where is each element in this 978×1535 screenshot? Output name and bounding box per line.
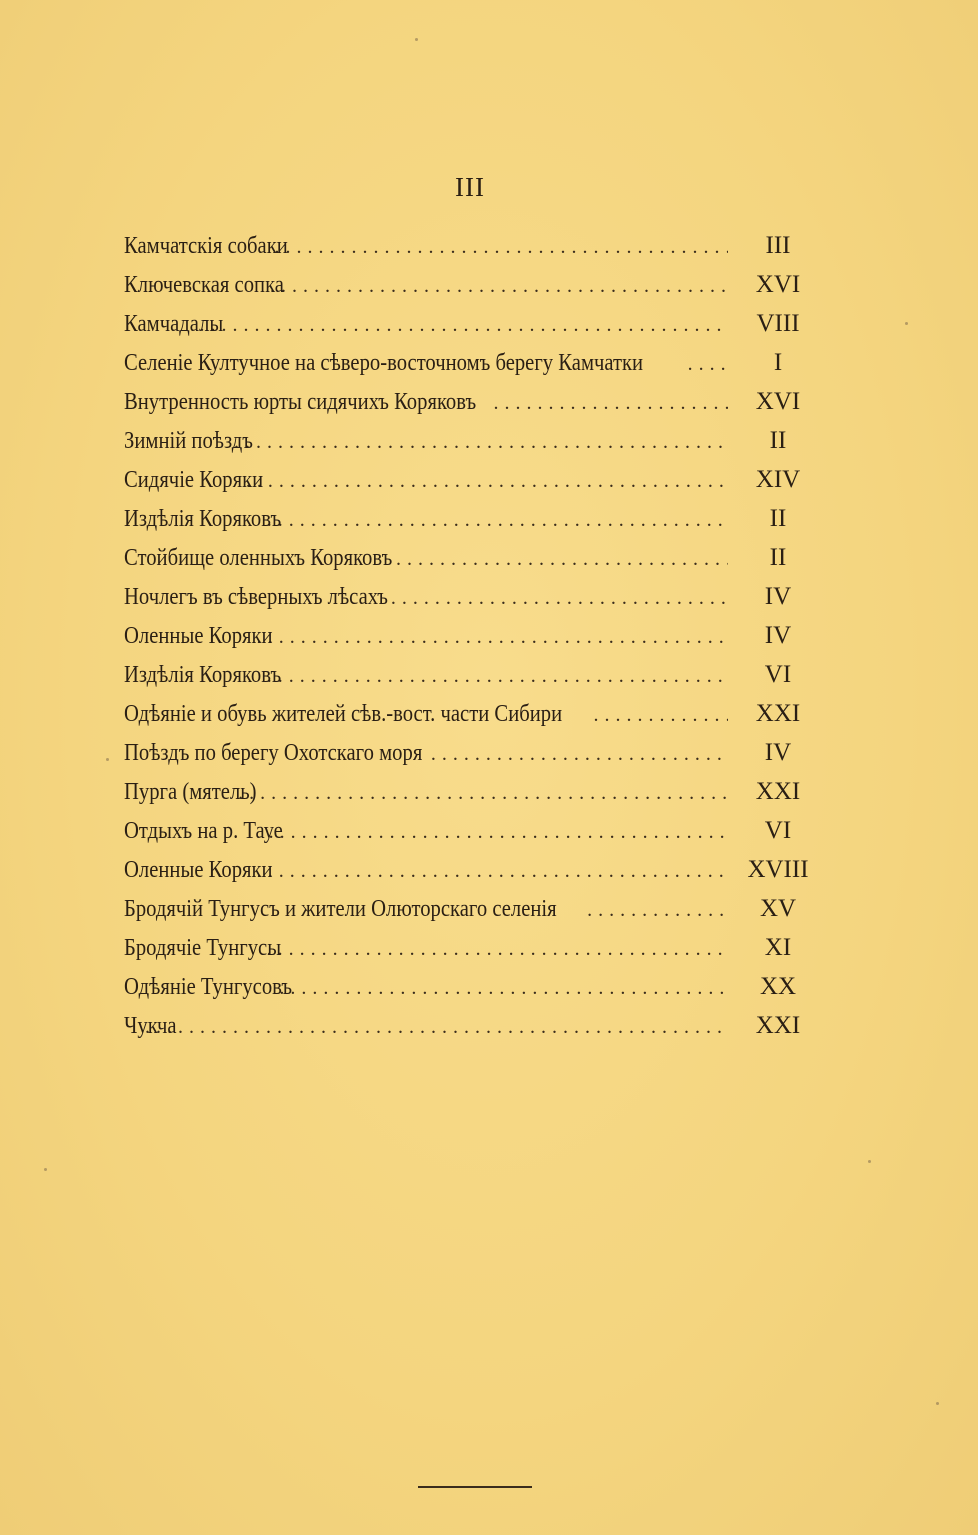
toc-entry	[124, 544, 814, 583]
toc-entry-page: XVI	[755, 271, 801, 298]
dot-leader	[431, 743, 728, 766]
toc-entry	[124, 349, 814, 388]
toc-entry-page: XXI	[755, 1012, 801, 1039]
toc-entry	[124, 271, 814, 310]
paper-speck	[905, 322, 908, 325]
dot-leader	[688, 353, 728, 376]
toc-entry-page: XIV	[755, 466, 801, 493]
toc-entry-page: XX	[759, 973, 797, 1000]
toc-entry-page: XVIII	[747, 856, 809, 883]
toc-entry-page: II	[769, 544, 787, 571]
dot-leader	[246, 470, 728, 493]
toc-entry-title: Отдыхъ на р. Тауе	[124, 818, 283, 844]
dot-leader	[267, 509, 728, 532]
toc-entry-title: Оленные Коряки	[124, 857, 273, 883]
toc-entry-title: Камчадалы	[124, 311, 224, 337]
dot-leader	[274, 236, 728, 259]
toc-entry	[124, 895, 814, 934]
toc-entry-title: Сидячіе Коряки	[124, 467, 264, 493]
toc-entry	[124, 232, 814, 271]
paper-speck	[106, 758, 109, 761]
toc-entry-title: Издѣлія Коряковъ	[124, 506, 282, 532]
paper-speck	[936, 1402, 939, 1405]
toc-entry	[124, 934, 814, 973]
toc-entry-title: Зимній поѣздъ	[124, 428, 253, 454]
toc-entry-page: I	[773, 349, 783, 376]
dot-leader	[257, 626, 728, 649]
paper-speck	[44, 1168, 47, 1171]
toc-entry-page: VIII	[756, 310, 800, 337]
dot-leader	[587, 899, 728, 922]
toc-entry	[124, 817, 814, 856]
toc-entry	[124, 778, 814, 817]
dot-leader	[279, 977, 728, 1000]
toc-entry-page: XV	[759, 895, 797, 922]
toc-entry-title: Издѣлія Коряковъ	[124, 662, 282, 688]
table-of-contents	[124, 232, 814, 1051]
toc-entry	[124, 427, 814, 466]
toc-entry	[124, 661, 814, 700]
dot-leader	[234, 431, 728, 454]
toc-entry	[124, 973, 814, 1012]
dot-leader	[257, 860, 728, 883]
dot-leader	[396, 548, 728, 571]
toc-entry	[124, 700, 814, 739]
toc-entry-page: XI	[764, 934, 792, 961]
toc-entry-title: Ночлегъ въ сѣверныхъ лѣсахъ	[124, 584, 388, 610]
toc-entry-title: Оленные Коряки	[124, 623, 273, 649]
dot-leader	[270, 275, 728, 298]
paper-speck	[415, 38, 418, 41]
dot-leader	[199, 314, 728, 337]
dot-leader	[267, 665, 728, 688]
dot-leader	[593, 704, 728, 727]
toc-entry-page: XXI	[755, 778, 801, 805]
toc-entry	[124, 466, 814, 505]
toc-entry-title: Чукча	[124, 1013, 177, 1039]
dot-leader	[493, 392, 728, 415]
toc-entry-title: Камчатскія собаки	[124, 233, 288, 259]
toc-entry	[124, 505, 814, 544]
toc-entry-title: Одѣяніе Тунгусовъ	[124, 974, 293, 1000]
end-rule	[418, 1486, 532, 1488]
toc-entry	[124, 622, 814, 661]
toc-entry-page: XXI	[755, 700, 801, 727]
toc-entry-page: VI	[764, 661, 792, 688]
toc-entry-title: Стойбище оленныхъ Коряковъ	[124, 545, 393, 571]
toc-entry	[124, 739, 814, 778]
toc-entry-page: VI	[764, 817, 792, 844]
toc-entry-page: IV	[764, 739, 792, 766]
toc-entry	[124, 310, 814, 349]
toc-entry-title: Внутренность юрты сидячихъ Коряковъ	[124, 389, 477, 415]
toc-entry-title: Пурга (мятель)	[124, 779, 257, 805]
toc-entry	[124, 1012, 814, 1051]
toc-entry-page: II	[769, 505, 787, 532]
toc-entry	[124, 388, 814, 427]
dot-leader	[267, 938, 728, 961]
toc-entry	[124, 583, 814, 622]
dot-leader	[238, 782, 728, 805]
dot-leader	[145, 1016, 728, 1039]
toc-entry-page: III	[765, 232, 791, 259]
toc-entry-title: Ключевская сопка	[124, 272, 284, 298]
page-number: III	[455, 172, 485, 202]
toc-entry-title: Одѣяніе и обувь жителей сѣв.-вост. части Сибири	[124, 701, 563, 727]
toc-entry-title: Поѣздъ по берегу Охотскаго моря	[124, 740, 423, 766]
dot-leader	[391, 587, 728, 610]
toc-entry-page: II	[769, 427, 787, 454]
toc-entry-page: XVI	[755, 388, 801, 415]
toc-entry-page: IV	[764, 622, 792, 649]
dot-leader	[269, 821, 728, 844]
toc-entry-title: Бродячій Тунгусъ и жители Олюторскаго селенія	[124, 896, 557, 922]
paper-speck	[868, 1160, 871, 1163]
toc-entry-title: Селеніе Култучное на сѣверо-восточномъ берегу Камчатки	[124, 350, 644, 376]
toc-entry-page: IV	[764, 583, 792, 610]
toc-entry-title: Бродячіе Тунгусы	[124, 935, 282, 961]
toc-entry	[124, 856, 814, 895]
